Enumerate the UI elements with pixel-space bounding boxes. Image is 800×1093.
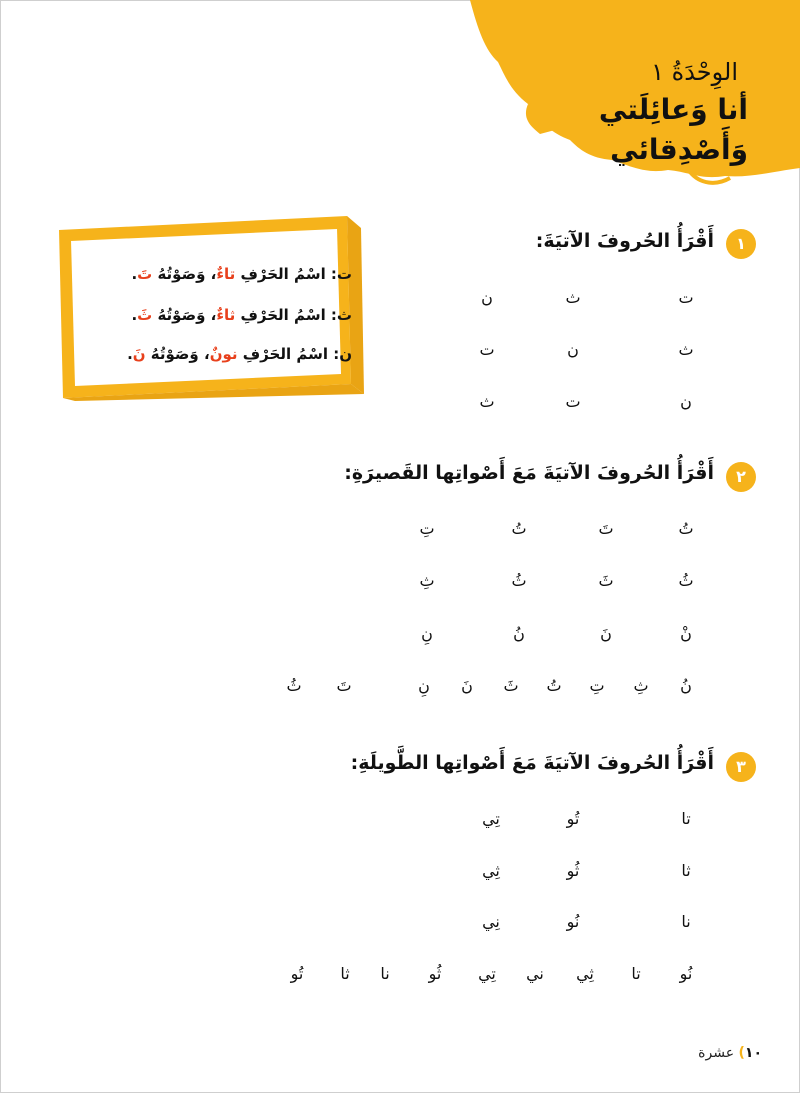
note-line-3: ن: اسْمُ الحَرْفِ نونٌ، وَصَوْتُهُ نَ.	[127, 345, 352, 363]
q2-cell: تُ	[678, 519, 694, 538]
question-1-number: ١	[726, 229, 756, 259]
q3-cell: ثِي	[482, 861, 500, 880]
q2-mixed-cell: ثَ	[503, 676, 519, 695]
q2-mixed-cell: ثُ	[286, 676, 302, 695]
q2-mixed-cell: تُ	[546, 676, 562, 695]
q3-mixed-cell: ني	[526, 964, 544, 983]
q1-cell: ت	[678, 288, 694, 307]
q2-mixed-cell: تَ	[336, 676, 352, 695]
q2-cell: ثُ	[678, 571, 694, 590]
q3-mixed-cell: ثُو	[428, 964, 442, 983]
q3-mixed-cell: نُو	[679, 964, 693, 983]
q3-cell: تا	[681, 809, 691, 828]
q3-mixed-cell: تِي	[478, 964, 496, 983]
page-word: عشرة	[698, 1045, 735, 1061]
question-2-number: ٢	[726, 462, 756, 492]
q2-cell: نْ	[680, 624, 692, 643]
q1-cell: ث	[678, 340, 694, 359]
page-footer	[698, 1045, 762, 1061]
q3-mixed-cell: ثِي	[576, 964, 594, 983]
q2-mixed-cell: نُ	[680, 676, 692, 695]
q3-mixed-cell: نا	[380, 964, 390, 983]
q2-cell: تُ	[511, 519, 527, 538]
question-1-text: أَقْرَأُ الحُروفَ الآتيَةَ:	[535, 230, 714, 252]
question-3-number: ٣	[726, 752, 756, 782]
unit-title-line1: أنا وَعائِلَتي	[598, 93, 748, 126]
q1-cell: ت	[565, 392, 581, 411]
q1-cell: ن	[567, 340, 579, 359]
unit-title	[599, 90, 748, 170]
q2-cell: ثَ	[598, 571, 614, 590]
q3-cell: نِي	[482, 912, 500, 931]
q1-cell: ث	[565, 288, 581, 307]
q3-cell: نا	[681, 912, 691, 931]
q2-mixed-cell: نِ	[418, 676, 430, 695]
q3-cell: تُو	[566, 809, 580, 828]
q3-cell: ثا	[681, 861, 691, 880]
q2-cell: تَ	[598, 519, 614, 538]
q1-cell: ن	[481, 288, 493, 307]
note-line-1: ت: اسْمُ الحَرْفِ تاءٌ، وَصَوْتُهُ تَ.	[131, 265, 352, 283]
unit-label: الوِحْدَةُ ١	[651, 58, 738, 86]
question-3-text: أَقْرَأُ الحُروفَ الآتيَةَ مَعَ أَصْواتِها الطَّويلَةِ:	[350, 752, 714, 774]
q2-cell: نِ	[421, 624, 433, 643]
q1-cell: ث	[479, 392, 495, 411]
question-2-text: أَقْرَأُ الحُروفَ الآتيَةَ مَعَ أَصْواتِها القَصيرَةِ:	[344, 462, 714, 484]
q2-cell: نَ	[600, 624, 612, 643]
q2-cell: تِ	[419, 519, 435, 538]
page-number: ١٠	[744, 1045, 762, 1061]
q3-cell: ثُو	[566, 861, 580, 880]
q2-cell: نُ	[513, 624, 525, 643]
q3-mixed-cell: تُو	[290, 964, 304, 983]
unit-title-line2: وَأَصْدِقائي	[610, 133, 748, 166]
q3-mixed-cell: ثا	[340, 964, 350, 983]
q1-cell: ت	[479, 340, 495, 359]
q2-cell: ثُ	[511, 571, 527, 590]
q3-cell: تِي	[482, 809, 500, 828]
q1-cell: ن	[680, 392, 692, 411]
q2-mixed-cell: ثِ	[633, 676, 649, 695]
q2-mixed-cell: تِ	[589, 676, 605, 695]
q2-mixed-cell: نَ	[461, 676, 473, 695]
q3-cell: نُو	[566, 912, 580, 931]
q2-cell: ثِ	[419, 571, 435, 590]
q3-mixed-cell: تا	[631, 964, 641, 983]
page-number-mark: )	[738, 1045, 745, 1061]
note-line-2: ث: اسْمُ الحَرْفِ ثاءٌ، وَصَوْتُهُ ثَ.	[131, 306, 352, 324]
